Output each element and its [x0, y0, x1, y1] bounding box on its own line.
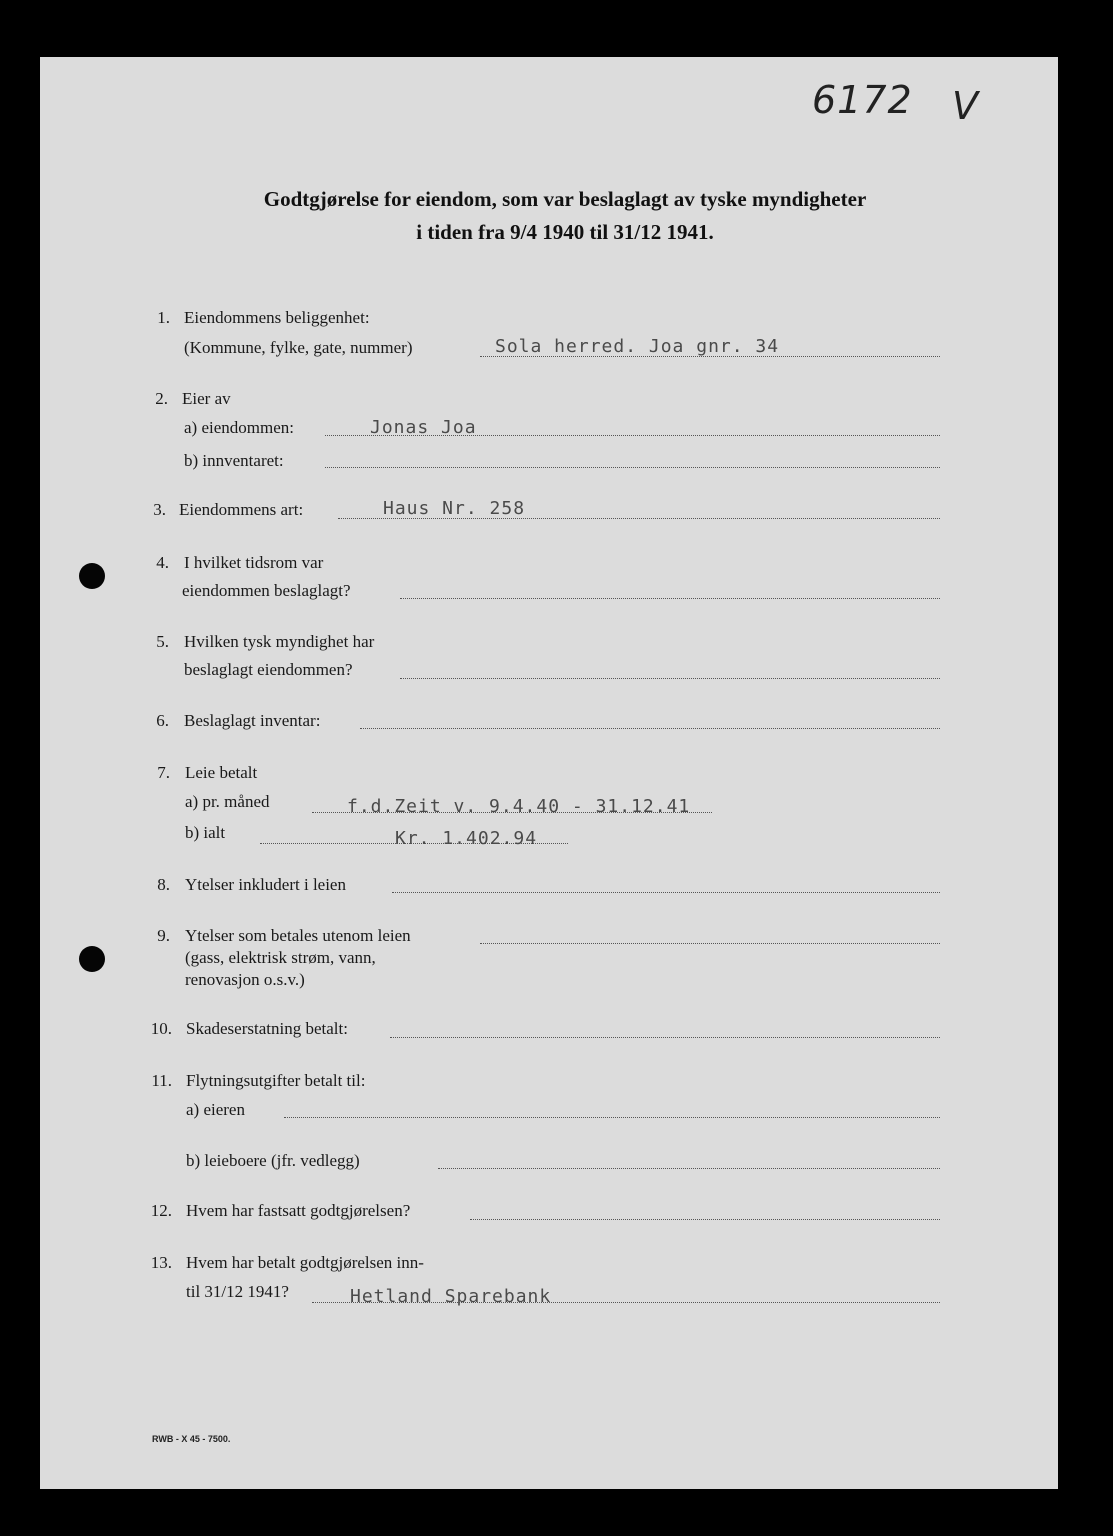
- q10-answer-line: [390, 1037, 940, 1038]
- item-number-12: 12.: [150, 1201, 172, 1220]
- q2a-label: a) eiendommen:: [184, 418, 294, 437]
- q11a-label: a) eieren: [186, 1100, 245, 1119]
- form-title-line1: Godtgjørelse for eiendom, som var beslaglagt av tyske myndigheter: [263, 187, 867, 211]
- q3-answer: Haus Nr. 258: [383, 498, 526, 519]
- q3-label: Eiendommens art:: [179, 500, 304, 519]
- q11b-answer-line: [438, 1168, 940, 1169]
- item-number-4: 4.: [156, 553, 169, 572]
- q1-sublabel: (Kommune, fylke, gate, nummer): [184, 338, 413, 357]
- q5-sublabel: beslaglagt eiendommen?: [184, 660, 353, 679]
- form-title-line2: i tiden fra 9/4 1940 til 31/12 1941.: [416, 220, 714, 244]
- q1-answer: Sola herred. Joa gnr. 34: [495, 336, 780, 357]
- q10-label: Skadeserstatning betalt:: [186, 1019, 348, 1038]
- q7-label: Leie betalt: [185, 763, 258, 782]
- item-number-11: 11.: [151, 1071, 172, 1090]
- q2-label: Eier av: [182, 389, 231, 408]
- q7a-label: a) pr. måned: [185, 792, 270, 811]
- q11a-answer-line: [284, 1117, 940, 1118]
- q13-sublabel: til 31/12 1941?: [186, 1282, 289, 1301]
- item-number-3: 3.: [153, 500, 166, 519]
- q5-answer-line: [400, 678, 940, 679]
- item-number-10: 10.: [150, 1019, 172, 1038]
- q2b-answer-line: [325, 467, 940, 468]
- item-number-8: 8.: [157, 875, 170, 894]
- q13-label: Hvem har betalt godtgjørelsen inn-: [186, 1253, 424, 1272]
- handwritten-mark: V: [952, 84, 979, 128]
- q4-label: I hvilket tidsrom var: [184, 553, 324, 572]
- item-number-1: 1.: [157, 308, 170, 327]
- q7b-label: b) ialt: [185, 823, 226, 842]
- q5-label: Hvilken tysk myndighet har: [184, 632, 375, 651]
- punch-hole-top: [79, 563, 105, 589]
- q8-label: Ytelser inkludert i leien: [185, 875, 346, 894]
- q2b-label: b) innventaret:: [184, 451, 284, 470]
- q7a-answer: f.d.Zeit v. 9.4.40 - 31.12.41: [347, 796, 691, 817]
- q9-sublabel-2: renovasjon o.s.v.): [185, 970, 305, 989]
- q2a-answer: Jonas Joa: [370, 417, 477, 438]
- punch-hole-bottom: [79, 946, 105, 972]
- q6-label: Beslaglagt inventar:: [184, 711, 321, 730]
- q4-answer-line: [400, 598, 940, 599]
- handwritten-number: 6172: [812, 78, 913, 122]
- q12-label: Hvem har fastsatt godtgjørelsen?: [186, 1201, 411, 1220]
- q13-answer: Hetland Sparebank: [350, 1286, 552, 1307]
- q11b-label: b) leieboere (jfr. vedlegg): [186, 1151, 360, 1170]
- q8-answer-line: [392, 892, 940, 893]
- item-number-6: 6.: [156, 711, 169, 730]
- q9-answer-line: [480, 943, 940, 944]
- print-code: RWB - X 45 - 7500.: [152, 1434, 231, 1444]
- item-number-9: 9.: [157, 926, 170, 945]
- item-number-5: 5.: [156, 632, 169, 651]
- q4-sublabel: eiendommen beslaglagt?: [182, 581, 351, 600]
- q9-sublabel-1: (gass, elektrisk strøm, vann,: [185, 948, 376, 967]
- item-number-13: 13.: [150, 1253, 172, 1272]
- q11-label: Flytningsutgifter betalt til:: [186, 1071, 366, 1090]
- item-number-2: 2.: [155, 389, 168, 408]
- q9-label: Ytelser som betales utenom leien: [185, 926, 411, 945]
- q12-answer-line: [470, 1219, 940, 1220]
- item-number-7: 7.: [157, 763, 170, 782]
- q1-label: Eiendommens beliggenhet:: [184, 308, 370, 327]
- q6-answer-line: [360, 728, 940, 729]
- q7b-answer: Kr. 1.402.94: [395, 828, 538, 849]
